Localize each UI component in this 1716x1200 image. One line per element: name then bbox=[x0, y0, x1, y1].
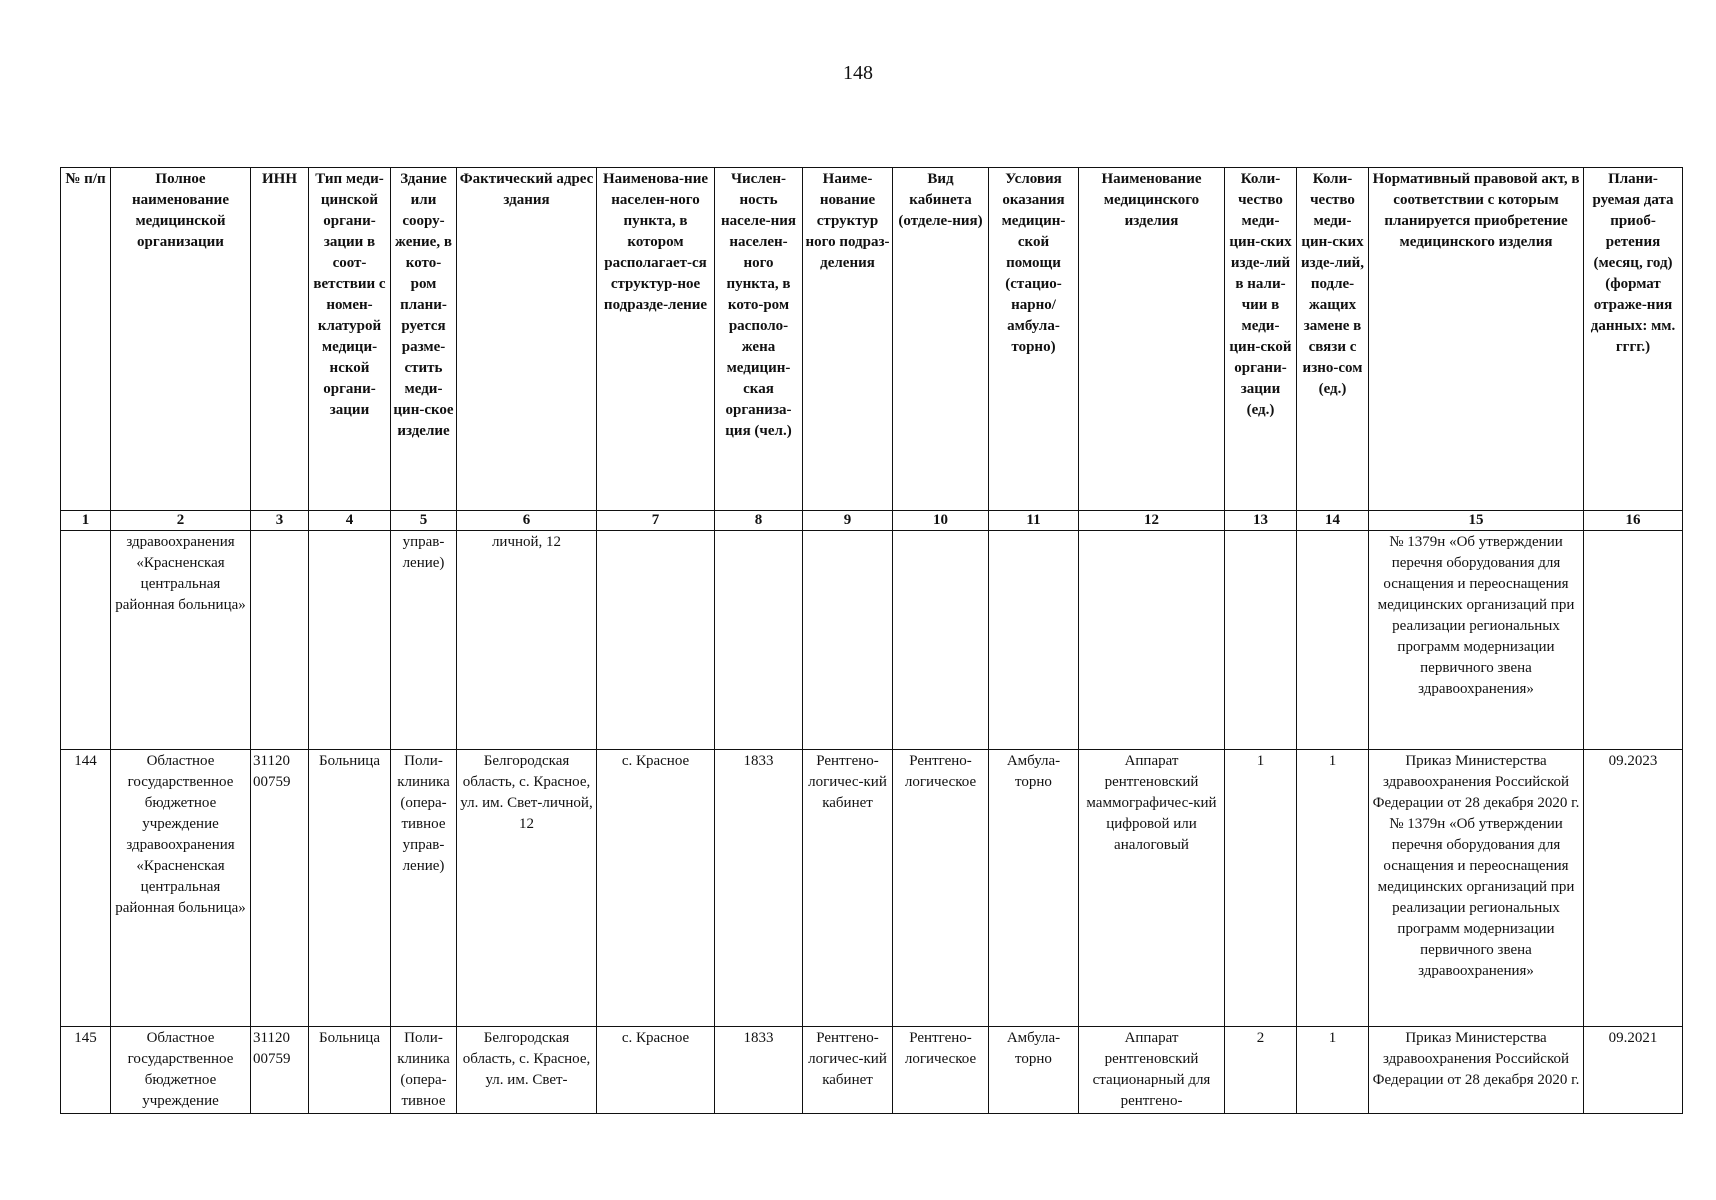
column-number: 12 bbox=[1079, 511, 1225, 531]
table-cell bbox=[1225, 531, 1297, 750]
table-cell: здравоохранения «Красненская центральная районная больница» bbox=[111, 531, 251, 750]
table-cell: 1 bbox=[1297, 750, 1369, 1027]
table-cell bbox=[1079, 531, 1225, 750]
header-row bbox=[61, 168, 1683, 511]
header-cell: ИНН bbox=[251, 168, 309, 511]
table-cell: с. Красное bbox=[597, 1027, 715, 1114]
column-number-row bbox=[61, 511, 1683, 531]
table-cell: личной, 12 bbox=[457, 531, 597, 750]
table-cell: 09.2021 bbox=[1584, 1027, 1683, 1114]
table-cell bbox=[61, 531, 111, 750]
column-number: 2 bbox=[111, 511, 251, 531]
table-cell: Аппарат рентгеновский стационарный для рентгено- bbox=[1079, 1027, 1225, 1114]
header-cell: Наименование медицинского изделия bbox=[1079, 168, 1225, 511]
table-cell: Белгородская область, с. Красное, ул. им. Свет- bbox=[457, 1027, 597, 1114]
column-number: 4 bbox=[309, 511, 391, 531]
column-number: 16 bbox=[1584, 511, 1683, 531]
table-cell: Рентгено-логичес-кий кабинет bbox=[803, 1027, 893, 1114]
table-cell: 144 bbox=[61, 750, 111, 1027]
table-cell: Больница bbox=[309, 1027, 391, 1114]
table-cell: Амбула-торно bbox=[989, 750, 1079, 1027]
table-cell: 145 bbox=[61, 1027, 111, 1114]
column-number: 10 bbox=[893, 511, 989, 531]
table-cell: Приказ Министерства здравоохранения Российской Федерации от 28 декабря 2020 г. bbox=[1369, 1027, 1584, 1114]
header-cell: № п/п bbox=[61, 168, 111, 511]
table-cell bbox=[597, 531, 715, 750]
table-cell bbox=[1297, 531, 1369, 750]
table-cell bbox=[893, 531, 989, 750]
table-cell bbox=[309, 531, 391, 750]
table-cell: Рентгено-логическое bbox=[893, 750, 989, 1027]
column-number: 15 bbox=[1369, 511, 1584, 531]
header-cell: Здание или соору-жение, в кото-ром плани-руется разме-стить меди-цин-ское изделие bbox=[391, 168, 457, 511]
column-number: 7 bbox=[597, 511, 715, 531]
header-cell: Вид кабинета (отделе-ния) bbox=[893, 168, 989, 511]
page-number: 148 bbox=[843, 62, 873, 84]
table-cell: 1833 bbox=[715, 1027, 803, 1114]
table-cell: Рентгено-логическое bbox=[893, 1027, 989, 1114]
header-cell: Наиме-нование структур ного подраз-деления bbox=[803, 168, 893, 511]
table-cell: Аппарат рентгеновский маммографичес-кий цифровой или аналоговый bbox=[1079, 750, 1225, 1027]
table-row bbox=[61, 1027, 1683, 1114]
table-cell: Белгородская область, с. Красное, ул. им. Свет-личной, 12 bbox=[457, 750, 597, 1027]
table-cell: 1833 bbox=[715, 750, 803, 1027]
column-number: 13 bbox=[1225, 511, 1297, 531]
header-cell: Плани-руемая дата приоб-ретения (месяц, год) (формат отраже-ния данных: мм. гггг.) bbox=[1584, 168, 1683, 511]
table-cell: Больница bbox=[309, 750, 391, 1027]
column-number: 1 bbox=[61, 511, 111, 531]
header-cell: Наименова-ние населен-ного пункта, в котором располагает-ся структур-ное подразде-ление bbox=[597, 168, 715, 511]
table-cell bbox=[715, 531, 803, 750]
table-cell: Амбула-торно bbox=[989, 1027, 1079, 1114]
table-cell: Рентгено-логичес-кий кабинет bbox=[803, 750, 893, 1027]
header-cell: Коли-чество меди-цин-ских изде-лий, подле-жащих замене в связи с изно-сом (ед.) bbox=[1297, 168, 1369, 511]
table-cell: Приказ Министерства здравоохранения Российской Федерации от 28 декабря 2020 г. № 1379н «Об утверждении перечня оборудования для оснащения и переоснащения медицинских организаций при реализации региональных программ модернизации первичного звена здравоохранения» bbox=[1369, 750, 1584, 1027]
equipment-table bbox=[60, 167, 1683, 1114]
table-cell: 1 bbox=[1225, 750, 1297, 1027]
column-number: 8 bbox=[715, 511, 803, 531]
table-cell: 31120 00759 bbox=[251, 1027, 309, 1114]
table-cell: 09.2023 bbox=[1584, 750, 1683, 1027]
table-cell: № 1379н «Об утверждении перечня оборудования для оснащения и переоснащения медицинских организаций при реализации региональных программ модернизации первичного звена здравоохранения» bbox=[1369, 531, 1584, 750]
header-cell: Числен-ность населе-ния населен-ного пункта, в кото-ром располо-жена медицин-ская организа-ция (чел.) bbox=[715, 168, 803, 511]
table-cell: Областное государственное бюджетное учреждение bbox=[111, 1027, 251, 1114]
column-number: 9 bbox=[803, 511, 893, 531]
column-number: 3 bbox=[251, 511, 309, 531]
header-cell: Коли-чество меди-цин-ских изде-лий в нали-чии в меди-цин-ской органи-зации (ед.) bbox=[1225, 168, 1297, 511]
table-cell bbox=[989, 531, 1079, 750]
header-cell: Нормативный правовой акт, в соответствии с которым планируется приобретение медицинского изделия bbox=[1369, 168, 1584, 511]
table-cell bbox=[1584, 531, 1683, 750]
table-row bbox=[61, 531, 1683, 750]
column-number: 5 bbox=[391, 511, 457, 531]
header-cell: Условия оказания медицин-ской помощи (стацио-нарно/ амбула-торно) bbox=[989, 168, 1079, 511]
header-cell: Тип меди-цинской органи-зации в соот-ветствии с номен-клатурой медици-нской органи-зации bbox=[309, 168, 391, 511]
header-cell: Полное наименование медицинской организации bbox=[111, 168, 251, 511]
table-cell: Поли-клиника (опера-тивное управ-ление) bbox=[391, 750, 457, 1027]
table-cell: Областное государственное бюджетное учреждение здравоохранения «Красненская центральная районная больница» bbox=[111, 750, 251, 1027]
table-cell: 31120 00759 bbox=[251, 750, 309, 1027]
table-cell bbox=[251, 531, 309, 750]
column-number: 6 bbox=[457, 511, 597, 531]
header-cell: Фактический адрес здания bbox=[457, 168, 597, 511]
table-cell: Поли-клиника (опера-тивное bbox=[391, 1027, 457, 1114]
table-cell: 2 bbox=[1225, 1027, 1297, 1114]
table-cell: управ-ление) bbox=[391, 531, 457, 750]
table-row bbox=[61, 750, 1683, 1027]
column-number: 11 bbox=[989, 511, 1079, 531]
table-cell bbox=[803, 531, 893, 750]
table-cell: 1 bbox=[1297, 1027, 1369, 1114]
table-cell: с. Красное bbox=[597, 750, 715, 1027]
column-number: 14 bbox=[1297, 511, 1369, 531]
